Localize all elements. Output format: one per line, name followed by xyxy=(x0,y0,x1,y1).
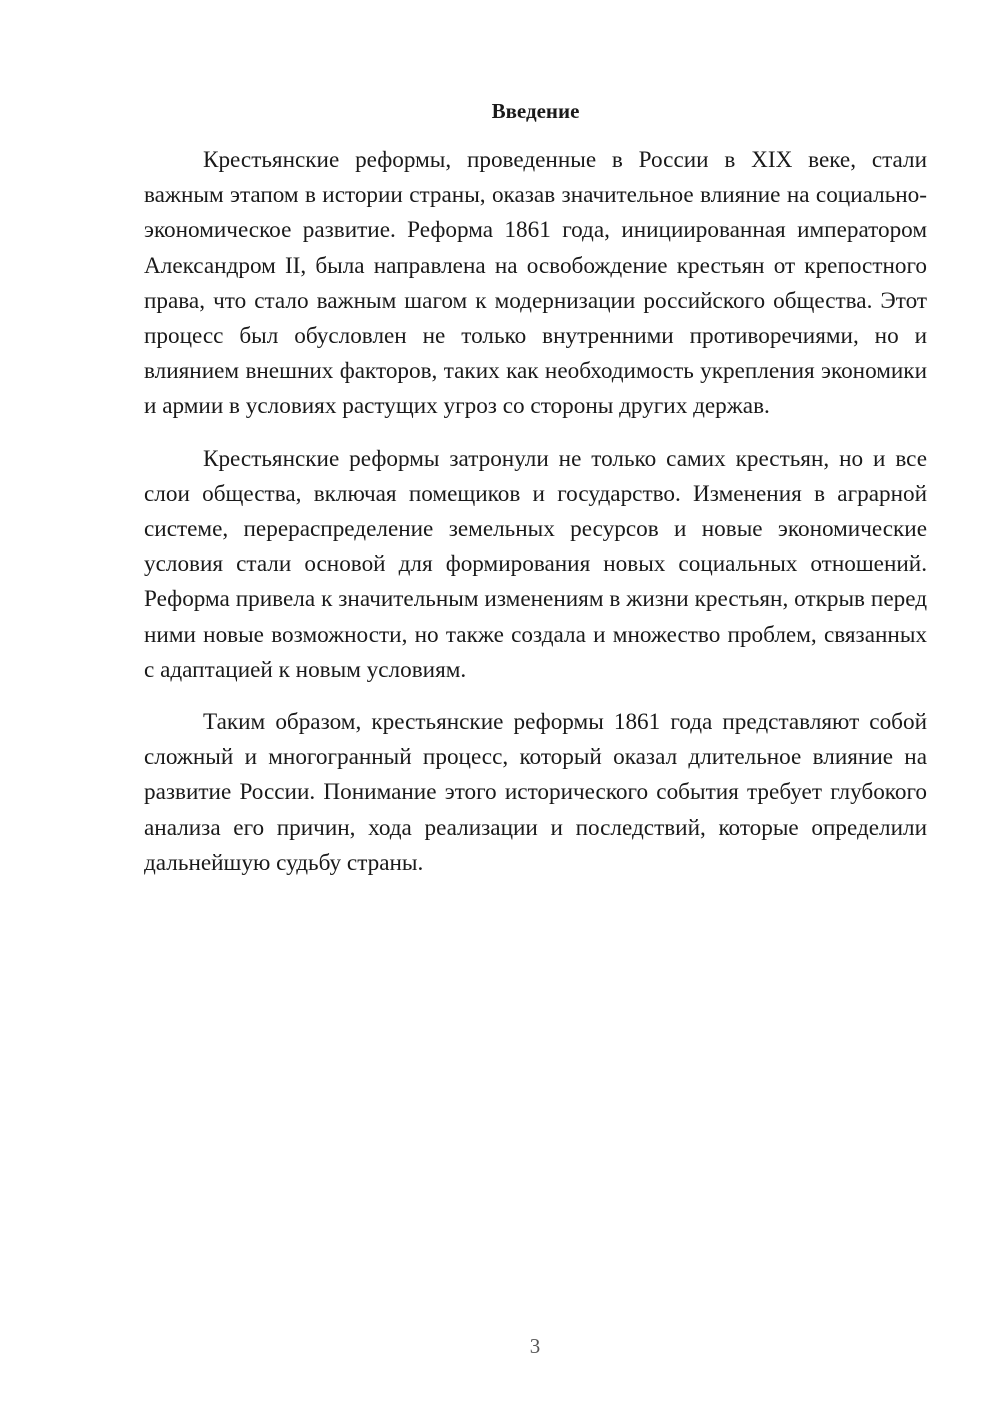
section-heading: Введение xyxy=(491,99,580,123)
page-number: 3 xyxy=(529,1334,541,1358)
paragraph-1: Крестьянские реформы, проведенные в России в XIX веке, стали важным этапом в истории страны, оказав значительное влияние на социально-экономическое развитие. Реформа 1861 года, инициированная императором Александром II, была направлена на освобождение крестьян от крепостного права, что стало важным шагом к модернизации российского общества. Этот процесс был обусловлен не только внутренними противоречиями, но и влиянием внешних факторов, таких как необходимость укрепления экономики и армии в условиях растущих угроз со стороны других держав. xyxy=(144,147,927,420)
paragraph-2: Крестьянские реформы затронули не только самих крестьян, но и все слои общества, включая помещиков и государство. Изменения в аграрной системе, перераспределение земельных ресурсов и новые экономические условия стали основой для формирования новых социальных отношений. Реформа привела к значительным изменениям в жизни крестьян, открыв перед ними новые возможности, но также создала и множество проблем, связанных с адаптацией к новым условиям. xyxy=(144,445,927,683)
paragraph-3: Таким образом, крестьянские реформы 1861 года представляют собой сложный и многогранный процесс, который оказал длительное влияние на развитие России. Понимание этого исторического события требует глубокого анализа его причин, хода реализации и последствий, которые определили дальнейшую судьбу страны. xyxy=(144,709,927,876)
body-text xyxy=(144,143,927,898)
